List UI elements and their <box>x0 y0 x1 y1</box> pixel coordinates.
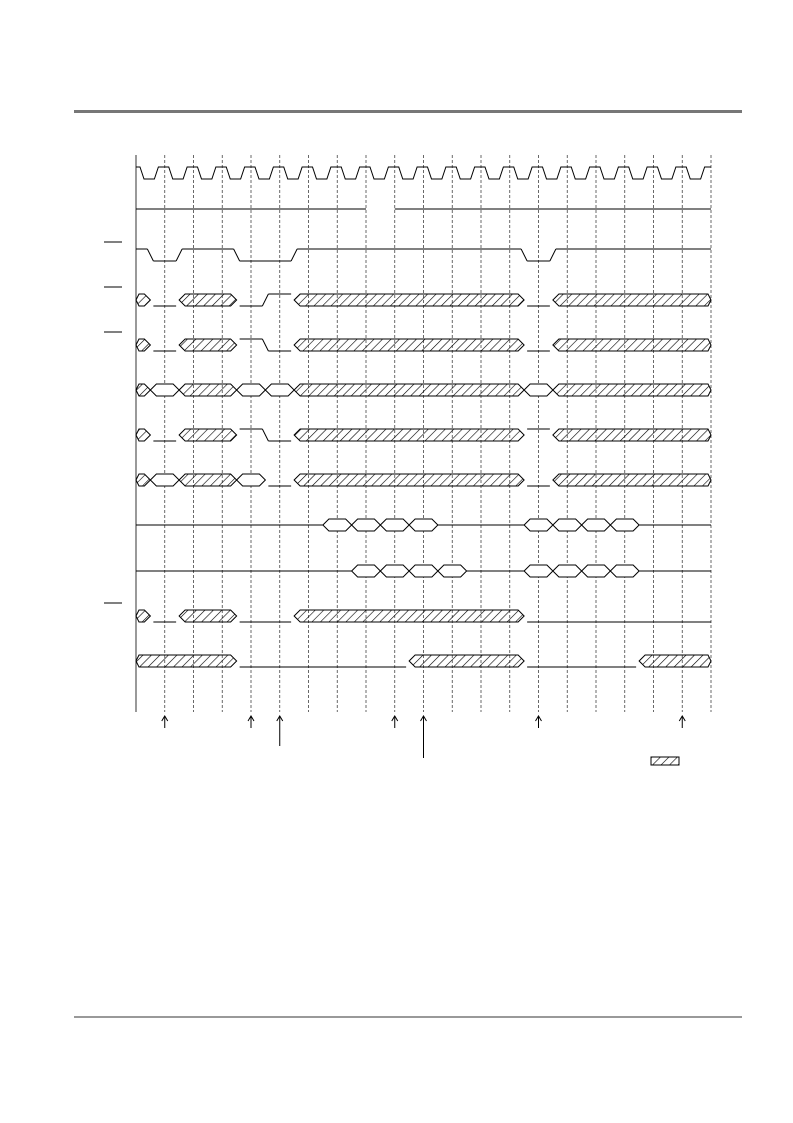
timing-markers <box>162 716 686 758</box>
valid-data <box>352 519 381 531</box>
signal-row <box>104 603 711 622</box>
unknown-region <box>409 655 524 667</box>
valid-data <box>524 519 553 531</box>
unknown-region <box>179 429 237 441</box>
unknown-region <box>136 474 150 486</box>
footer-rule <box>74 1016 742 1018</box>
edge <box>147 249 153 261</box>
unknown-region <box>136 429 150 441</box>
unknown-region <box>179 339 237 351</box>
marker-arrow <box>392 716 398 728</box>
unknown-region <box>553 294 711 306</box>
unknown-region <box>136 384 150 396</box>
edge <box>550 249 556 261</box>
unknown-region <box>294 610 524 622</box>
valid-data <box>237 474 266 486</box>
unknown-region <box>553 429 711 441</box>
valid-data <box>380 519 409 531</box>
signal-traces <box>104 209 711 667</box>
unknown-region <box>553 384 711 396</box>
edge <box>262 429 268 441</box>
signal-row <box>136 474 711 486</box>
unknown-region <box>553 474 711 486</box>
edge <box>291 249 297 261</box>
marker-arrow <box>421 716 427 758</box>
marker-arrow <box>248 716 254 728</box>
valid-data <box>237 384 266 396</box>
valid-data <box>524 384 553 396</box>
valid-data <box>352 565 381 577</box>
edge <box>262 339 268 351</box>
marker-arrow <box>536 716 542 728</box>
valid-data <box>610 565 639 577</box>
unknown-region <box>136 339 150 351</box>
valid-data <box>582 565 611 577</box>
valid-data <box>150 384 179 396</box>
valid-data <box>610 519 639 531</box>
unknown-region <box>136 655 237 667</box>
edge <box>262 294 268 306</box>
unknown-region <box>294 339 524 351</box>
edge <box>234 249 240 261</box>
unknown-region <box>179 294 237 306</box>
valid-data <box>323 519 352 531</box>
unknown-region <box>179 384 237 396</box>
edge <box>521 249 527 261</box>
unknown-region <box>553 339 711 351</box>
legend-hatch-symbol <box>651 757 679 765</box>
valid-data <box>524 565 553 577</box>
signal-row <box>104 287 711 306</box>
valid-data <box>150 474 179 486</box>
unknown-region <box>136 610 150 622</box>
signal-row <box>136 429 711 441</box>
unknown-region <box>294 294 524 306</box>
edge <box>176 249 182 261</box>
unknown-region <box>294 429 524 441</box>
unknown-region <box>639 655 711 667</box>
unknown-region <box>179 474 237 486</box>
signal-row <box>104 242 711 261</box>
unknown-region <box>179 610 237 622</box>
unknown-region <box>136 294 150 306</box>
valid-data <box>380 565 409 577</box>
signal-row <box>104 332 711 351</box>
unknown-region <box>294 474 524 486</box>
marker-arrow <box>679 716 685 728</box>
valid-data <box>438 565 467 577</box>
marker-arrow <box>277 716 283 746</box>
signal-row <box>136 384 711 396</box>
valid-data <box>553 519 582 531</box>
valid-data <box>409 519 438 531</box>
valid-data <box>582 519 611 531</box>
valid-data <box>553 565 582 577</box>
valid-data <box>265 384 294 396</box>
valid-data <box>409 565 438 577</box>
marker-arrow <box>162 716 168 728</box>
unknown-region <box>294 384 524 396</box>
